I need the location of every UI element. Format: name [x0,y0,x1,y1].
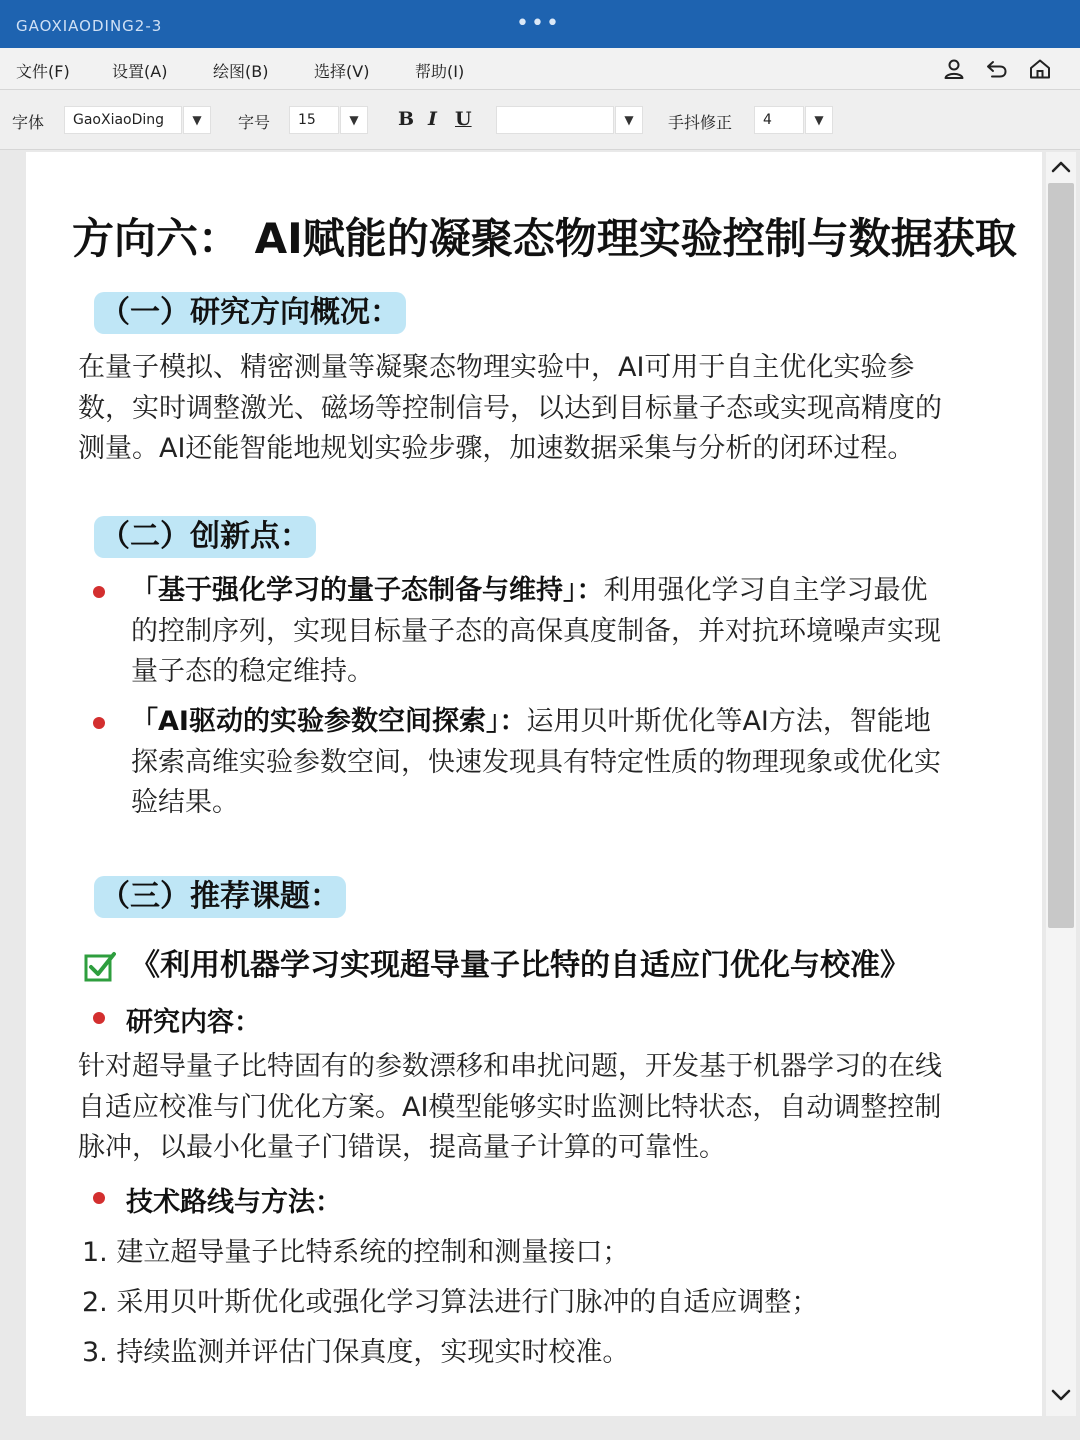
section-3-heading: （三）推荐课题： [94,876,346,918]
method-heading: 技术路线与方法： [126,1187,342,1218]
section-1-heading: （一）研究方向概况： [94,292,406,334]
innovation-point-text: 利用强化学习自主学习最优 [603,575,928,606]
innovation-point-2 [131,702,1007,824]
innovation-point-text: 量子态的稳定维持。 [131,656,374,687]
section-2-heading: （二）创新点： [94,516,316,558]
bullet-dot-icon [93,1012,105,1024]
menu-draw[interactable]: 绘图(B) [213,62,269,81]
innovation-point-text: 运用贝叶斯优化等AI方法，智能地 [526,706,931,737]
innovation-point-title: 「基于强化学习的量子态制备与维持」： [131,575,604,606]
innovation-point-text: 探索高维实验参数空间，快速发现具有特定性质的物理现象或优化实 [131,746,941,778]
italic-button[interactable]: I [428,108,437,130]
size-select[interactable]: 15 [289,106,339,134]
menu-help[interactable]: 帮助(I) [415,62,465,81]
scrollbar-thumb[interactable] [1048,183,1074,928]
bullet-dot-icon [93,586,105,598]
research-content-paragraph [78,1047,1008,1169]
style-select[interactable] [496,106,614,134]
topic-title: 《利用机器学习实现超导量子比特的自适应门优化与校准》 [130,948,910,983]
window-options-button[interactable]: ••• [516,11,561,36]
bullet-dot-icon [93,1192,105,1204]
section-1-paragraph [78,348,1008,470]
scroll-up-icon[interactable] [1050,157,1072,179]
menu-settings[interactable]: 设置(A) [112,62,168,81]
undo-icon[interactable] [985,57,1009,81]
format-toolbar [0,90,1080,150]
method-step: 2. 采用贝叶斯优化或强化学习算法进行门脉冲的自适应调整； [82,1287,819,1318]
jitter-select[interactable]: 4 [754,106,804,134]
style-dropdown-icon[interactable]: ▼ [615,106,643,134]
research-content-heading: 研究内容： [126,1007,261,1038]
method-step: 1. 建立超导量子比特系统的控制和测量接口； [82,1237,630,1268]
font-dropdown-icon[interactable]: ▼ [183,106,211,134]
bullet-dot-icon [93,717,105,729]
menu-file[interactable]: 文件(F) [16,62,70,81]
user-icon[interactable] [942,57,966,81]
document-title: 方向六： AI赋能的凝聚态物理实验控制与数据获取 [72,214,1017,263]
scroll-down-icon[interactable] [1050,1383,1072,1405]
innovation-point-text: 的控制序列，实现目标量子态的高保真度制备，并对抗环境噪声实现 [131,615,941,647]
paragraph-line: 针对超导量子比特固有的参数漂移和串扰问题，开发基于机器学习的在线 [78,1051,942,1082]
innovation-point-title: 「AI驱动的实验参数空间探索」： [131,706,527,737]
home-icon[interactable] [1028,57,1052,81]
jitter-label: 手抖修正 [668,113,733,132]
bold-button[interactable]: B [398,108,415,130]
paragraph-line: 测量。AI还能智能地规划实验步骤，加速数据采集与分析的闭环过程。 [78,433,915,464]
paragraph-line: 自适应校准与门优化方案。AI模型能够实时监测比特状态，自动调整控制 [78,1091,942,1123]
window-title: GAOXIAODING2-3 [16,17,163,35]
underline-button[interactable]: U [455,108,472,130]
innovation-point-1 [131,571,1007,693]
innovation-point-text: 验结果。 [131,787,239,818]
size-dropdown-icon[interactable]: ▼ [340,106,368,134]
paragraph-line: 在量子模拟、精密测量等凝聚态物理实验中，AI可用于自主优化实验参 [78,352,915,383]
size-label: 字号 [238,113,271,132]
font-label: 字体 [12,113,45,132]
method-step: 3. 持续监测并评估门保真度，实现实时校准。 [82,1337,630,1368]
paragraph-line: 数，实时调整激光、磁场等控制信号，以达到目标量子态或实现高精度的 [78,392,942,424]
paragraph-line: 脉冲，以最小化量子门错误，提高量子计算的可靠性。 [78,1132,726,1163]
menu-bar [0,48,1080,90]
font-select[interactable]: GaoXiaoDing [64,106,182,134]
jitter-dropdown-icon[interactable]: ▼ [805,106,833,134]
menu-select[interactable]: 选择(V) [314,62,370,81]
checkbox-checked-icon[interactable] [84,950,116,982]
title-bar [0,0,1080,48]
